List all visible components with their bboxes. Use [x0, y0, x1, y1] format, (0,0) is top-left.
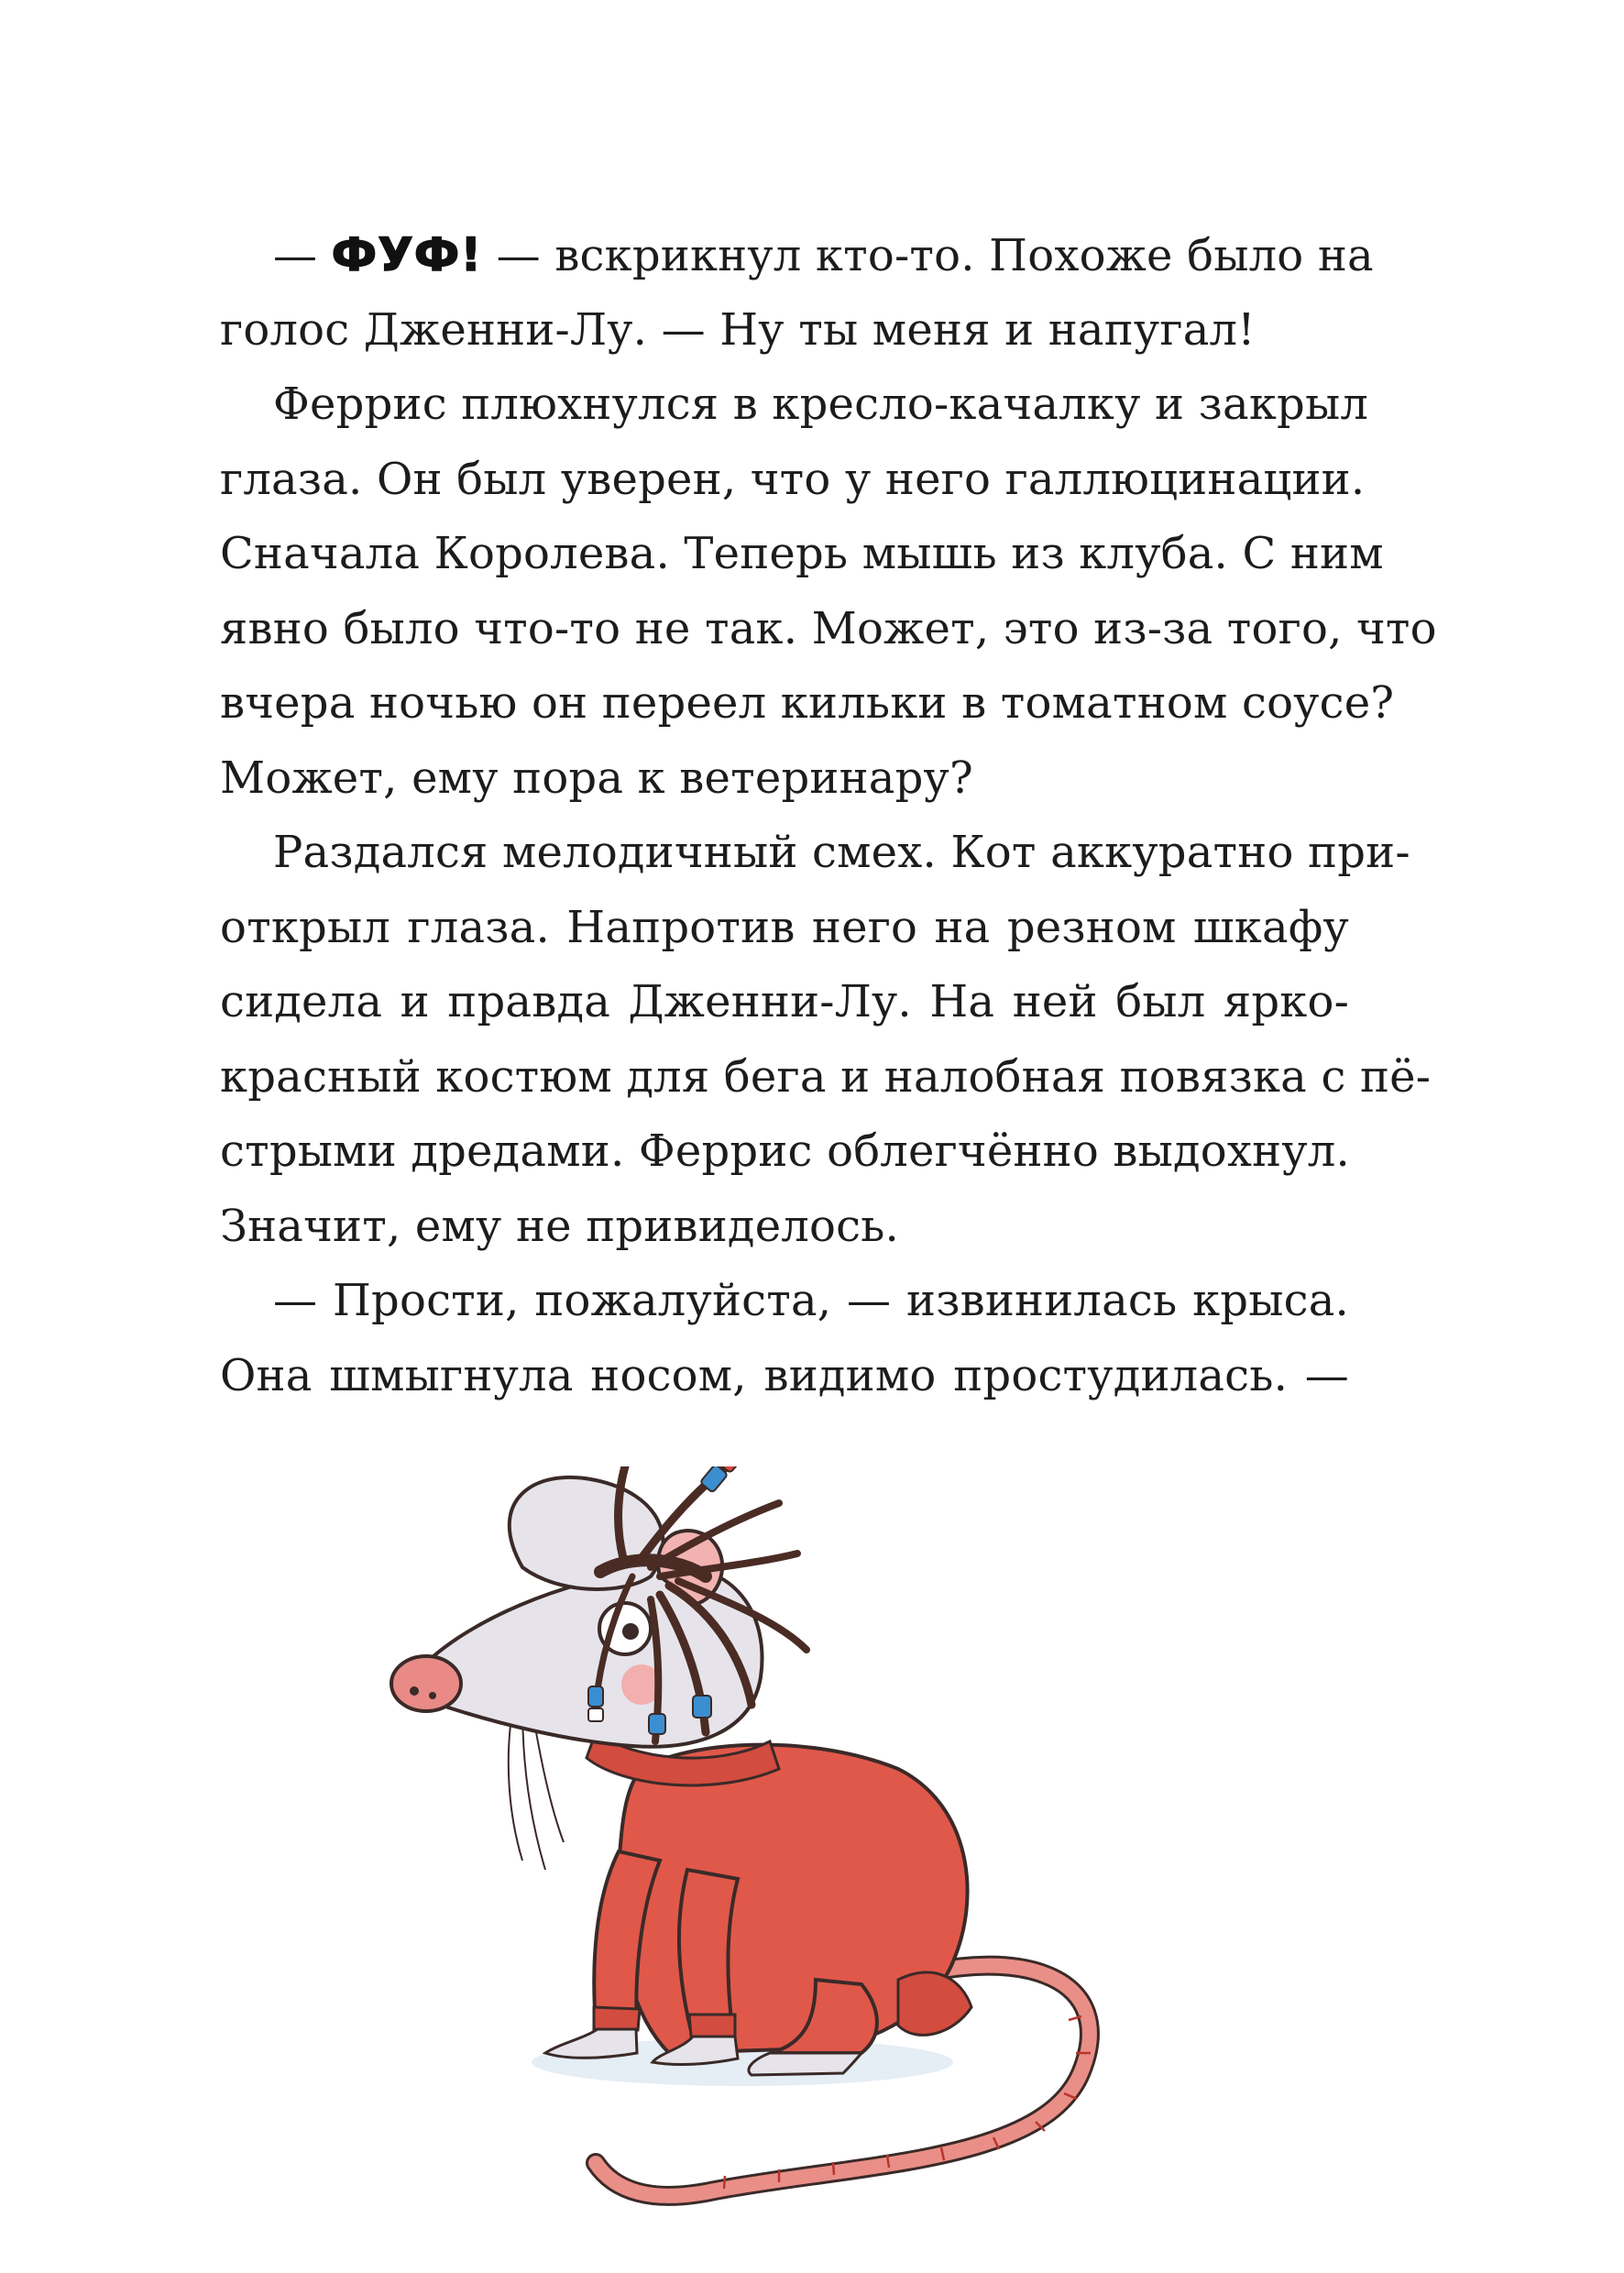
text-line-7: вчера ночью он переел кильки в томатном соусе?	[220, 677, 1395, 729]
text-line-10: открыл глаза. Напротив него на резном шкафу	[220, 901, 1349, 953]
body-text	[220, 218, 1437, 1413]
text-line-1: — ФУФ! — вскрикнул кто-то. Похоже было на	[273, 228, 1374, 281]
text-line-4: глаза. Он был уверен, что у него галлюцинации.	[220, 453, 1366, 505]
text-line-15: — Прости, пожалуйста, — извинилась крыса.	[273, 1275, 1349, 1326]
rat-second-leg	[679, 1870, 738, 2035]
text-line-11: сидела и правда Дженни-Лу. На ней был ярко-	[220, 976, 1349, 1027]
text-line-3: Феррис плюхнулся в кресло-качалку и закрыл	[273, 379, 1369, 430]
text-line-6: явно было что-то не так. Может, это из-за того, что	[220, 602, 1437, 654]
shout-fuf: ФУФ!	[331, 228, 483, 281]
text-line-8: Может, ему пора к ветеринару?	[220, 752, 973, 804]
rat-nose	[391, 1656, 461, 1711]
rat-ear	[510, 1477, 664, 1589]
rat-paw-hind	[749, 2053, 861, 2075]
nostril	[410, 1686, 419, 1696]
text-line-5: Сначала Королева. Теперь мышь из клуба. С ним	[220, 528, 1384, 579]
text-line-16: Она шмыгнула носом, видимо простудилась. —	[220, 1349, 1349, 1401]
sweater-hem	[898, 1972, 971, 2035]
text-line-12: красный костюм для бега и налобная повязка с пё-	[220, 1050, 1432, 1103]
sweater-cuff-front	[594, 2007, 640, 2030]
text-line-2: голос Дженни-Лу. — Ну ты меня и напугал!	[220, 303, 1256, 356]
rat-pupil	[622, 1623, 639, 1640]
rat-paw-front	[545, 2029, 637, 2058]
text-line-14: Значит, ему не привиделось.	[220, 1200, 899, 1252]
nostril-2	[429, 1692, 436, 1699]
text-line-9: Раздался мелодичный смех. Кот аккуратно при-	[273, 827, 1410, 878]
rat-illustration	[385, 1466, 1210, 2246]
text-line-13: стрыми дредами. Феррис облегчённо выдохнул.	[220, 1126, 1350, 1177]
sweater-cuff-second	[689, 2015, 735, 2037]
